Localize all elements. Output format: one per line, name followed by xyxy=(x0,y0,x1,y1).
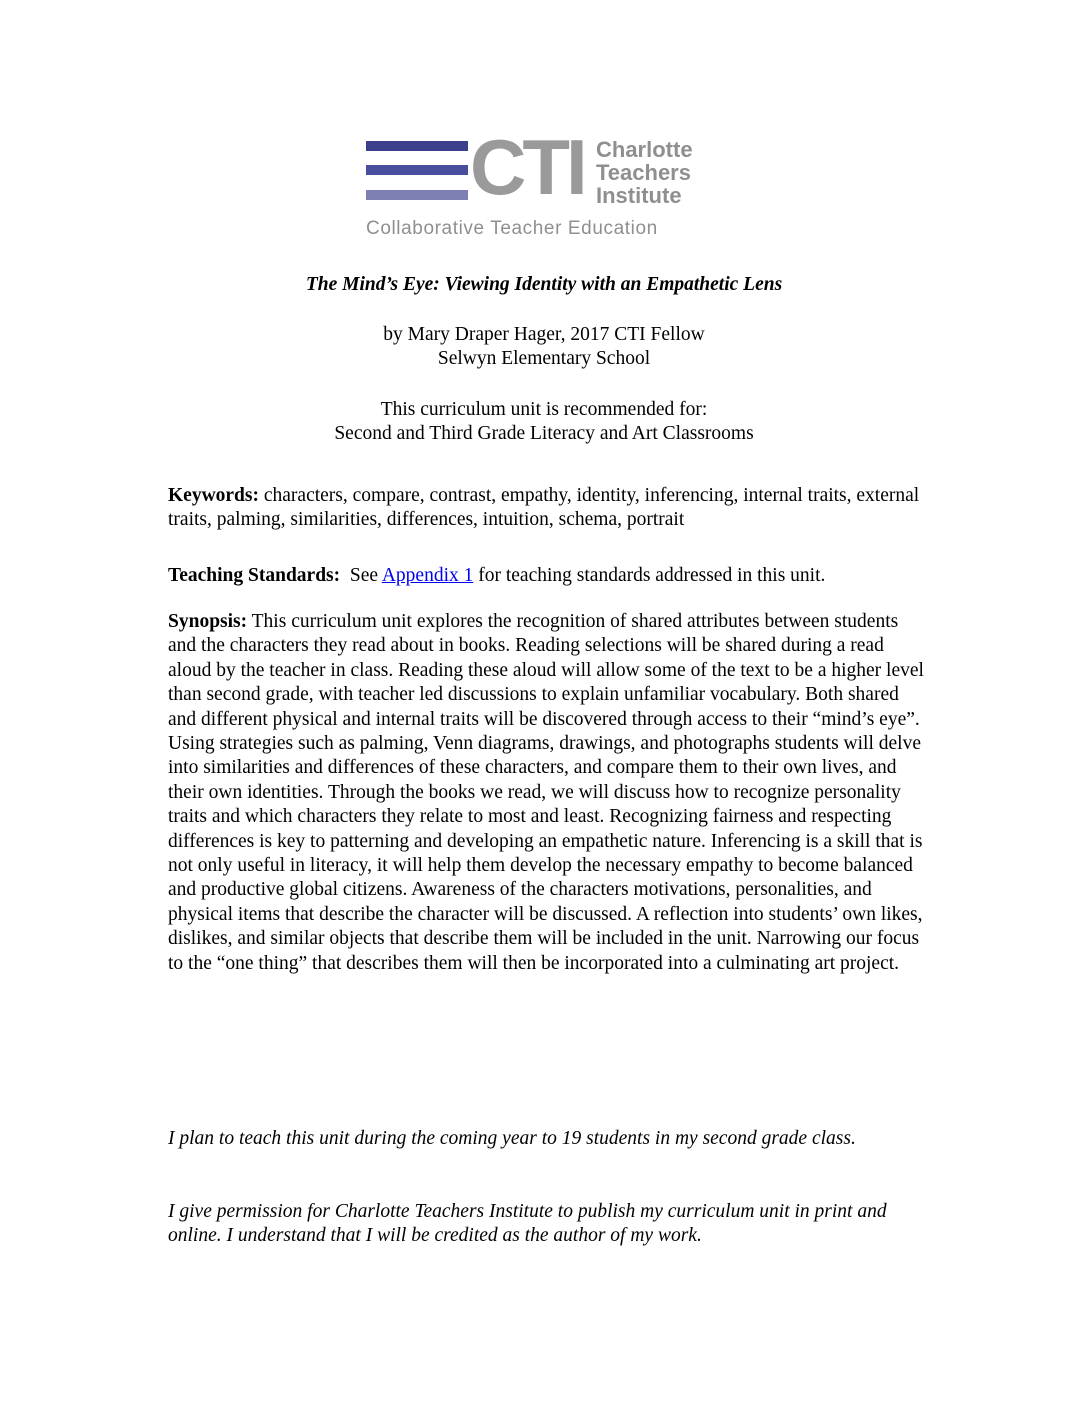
keywords-label: Keywords: xyxy=(168,485,259,506)
standards-post: for teaching standards addressed in this unit. xyxy=(473,565,826,586)
standards-pre: See xyxy=(340,565,382,586)
permission-statement: I give permission for Charlotte Teachers Institute to publish my curriculum unit in print and online. I understand that I will be credited as the author of my work. xyxy=(168,1201,887,1247)
logo-bar-middle xyxy=(366,165,468,175)
synopsis-paragraph xyxy=(168,610,928,976)
cti-logo xyxy=(366,123,718,242)
byline xyxy=(0,323,1088,371)
standards-paragraph xyxy=(168,564,928,588)
recommend-intro: This curriculum unit is recommended for: xyxy=(380,399,708,420)
synopsis-label: Synopsis: xyxy=(168,611,248,632)
document-title: The Mind’s Eye: Viewing Identity with an Empathetic Lens xyxy=(305,274,783,295)
logo-bar-bottom xyxy=(366,190,468,200)
logo-name-line-1: Charlotte xyxy=(596,137,693,162)
recommend-audience: Second and Third Grade Literacy and Art Classrooms xyxy=(334,423,754,444)
synopsis-text: This curriculum unit explores the recognition of shared attributes between students and the characters they read about in books. Reading selections will be shared during a read aloud by the teacher in class. Reading these aloud will allow some of the text to be a higher level than second grade, with teacher led discussions to explain unfamiliar vocabulary. Both shared and different physical and internal traits will be discovered through access to their “mind’s eye”. Using strategies such as palming, Venn diagrams, drawings, and photographs students will delve into similarities and differences of these characters, and compare them to their own lives, and their own identities. Through the books we read, we will discuss how to recognize personality traits and which characters they relate to most and least. Recognizing fairness and respecting differences is key to patterning and developing an empathetic nature. Inferencing is a skill that is not only useful in literacy, it will help them develop the necessary empathy to become balanced and productive global citizens. Awareness of the characters motivations, personalities, and physical items that describe the character will be discussed. A reflection into students’ own likes, dislikes, and similar objects that describe them will be included in the unit. Narrowing our focus to the “one thing” that describes them will then be incorporated into a culminating art project. xyxy=(168,611,924,974)
standards-label: Teaching Standards: xyxy=(168,565,341,586)
logo-bar-top xyxy=(366,141,468,151)
logo-name-line-2: Teachers xyxy=(596,160,691,185)
keywords-paragraph xyxy=(168,484,928,533)
school-name: Selwyn Elementary School xyxy=(437,348,651,369)
appendix-1-link[interactable]: Appendix 1 xyxy=(381,565,474,586)
logo-name-line-3: Institute xyxy=(596,183,682,208)
author-line: by Mary Draper Hager, 2017 CTI Fellow xyxy=(383,324,705,345)
logo-bars-graphic xyxy=(366,138,468,200)
keywords-text: characters, compare, contrast, empathy, identity, inferencing, internal traits, external traits, palming, similarities, differences, intuition, schema, portrait xyxy=(168,485,920,531)
logo-name xyxy=(596,138,693,207)
logo-tagline: Collaborative Teacher Education xyxy=(366,218,658,239)
recommendation xyxy=(0,398,1088,446)
logo-abbrev: CTI xyxy=(470,123,584,211)
teaching-plan-statement: I plan to teach this unit during the coming year to 19 students in my second grade class. xyxy=(168,1128,856,1149)
